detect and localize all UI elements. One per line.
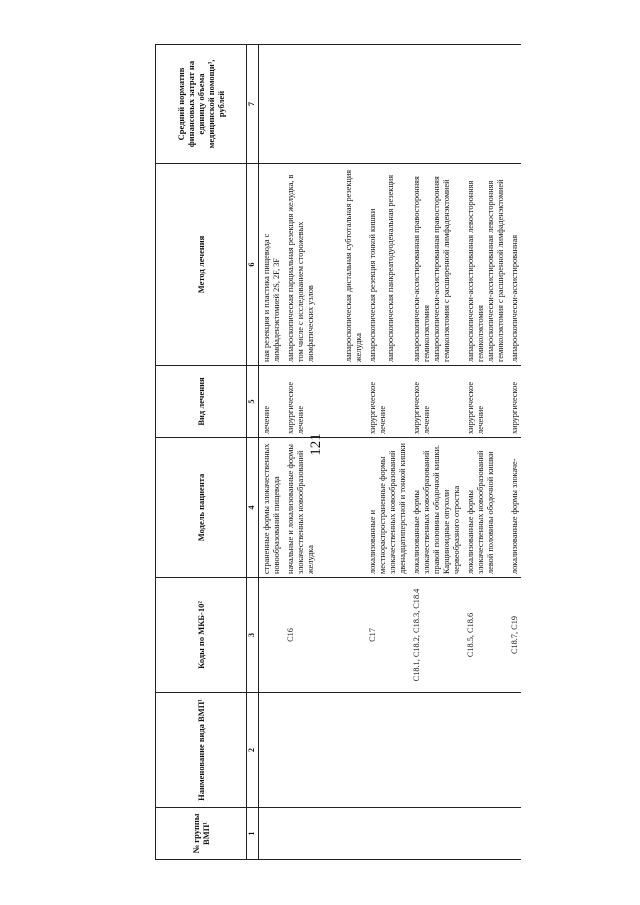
method-item: лапароскопически-ассистированная правосторонняя гемиколэктомия с расширенной лимфаденэктомией — [432, 176, 451, 362]
icd-code-cell: C18.5, C18.6 — [463, 578, 507, 693]
col-number: 7 — [247, 45, 259, 164]
header-patient-model: Модель пациента — [156, 438, 247, 578]
col-number: 2 — [247, 693, 259, 808]
patient-model-cell: локализованные и местнораспространенные формы злокачественных новообразований двенадцатиперстной и тонкой кишки — [365, 438, 409, 578]
treatment-type-cell: хирургическое — [507, 366, 521, 438]
col-number: 4 — [247, 438, 259, 578]
icd-code-cell: C17 — [365, 578, 409, 693]
header-vmp-name: Наименование вида ВМП¹ — [156, 693, 247, 808]
header-cost-norm: Средний норматив финансовых затрат на единицу объема медицинской помощи³, рублей — [156, 45, 247, 164]
table-row — [409, 45, 463, 860]
icd-code-cell — [259, 578, 284, 693]
patient-model-cell: начальные и локализованные формы злокачественных новообразований желудка — [283, 438, 365, 578]
header-treatment-type: Вид лечения — [156, 366, 247, 438]
treatment-type-cell: хирургическое лечение — [463, 366, 507, 438]
col-number: 1 — [247, 808, 259, 860]
method-item: лапароскопически-ассистированная левосторонняя гемиколэктомия с расширенной лимфаденэктомией — [486, 179, 505, 362]
method-item: лапароскопическая парциальная резекция желудка, в том числе с исследованием сторожевых лимфатических узлов — [286, 174, 315, 362]
treatment-type-cell: хирургическое лечение — [283, 366, 365, 438]
treatment-type-cell: хирургическое лечение — [365, 366, 409, 438]
header-row — [156, 45, 247, 860]
vmp-table — [155, 44, 521, 860]
treatment-type-cell: лечение — [259, 366, 284, 438]
table-row — [463, 45, 507, 860]
table-row — [365, 45, 409, 860]
treatment-type-cell: хирургическое лечение — [409, 366, 463, 438]
treatment-method-cell — [365, 164, 409, 366]
treatment-method-cell — [409, 164, 463, 366]
table-row — [259, 45, 284, 860]
method-item: лапароскопическая дистальная субтотальная резекция желудка — [344, 169, 363, 362]
col-number: 6 — [247, 164, 259, 366]
treatment-method-cell: лапароскопически-ассистированная — [507, 164, 521, 366]
header-group-number: № группы ВМП¹ — [156, 808, 247, 860]
patient-model-cell: локализованные формы злокачественных новообразований правой половины ободочной кишки. Карциноидные опухоли червеобразного отростка — [409, 438, 463, 578]
table-row — [507, 45, 521, 860]
patient-model-cell: страненные формы злокачественных новообразований пищевода — [259, 438, 284, 578]
table-row — [283, 45, 365, 860]
col-number: 5 — [247, 366, 259, 438]
treatment-method-cell — [463, 164, 507, 366]
col-number: 3 — [247, 578, 259, 693]
method-item: лапароскопически-ассистированная левосторонняя гемиколэктомия — [466, 180, 485, 362]
page-number: 121 — [307, 433, 324, 456]
patient-model-cell: локализованные формы злокачественных новообразований левой половины ободочной кишки — [463, 438, 507, 578]
rotated-table-wrapper — [155, 45, 635, 860]
icd-code-cell: C16 — [283, 578, 365, 693]
column-number-row — [247, 45, 259, 860]
treatment-method-cell — [283, 164, 365, 366]
method-item: лапароскопически-ассистированная правосторонняя гемиколэктомия — [412, 176, 431, 362]
icd-code-cell: C18.7, C19 — [507, 578, 521, 693]
header-icd-codes: Коды по МКБ-10² — [156, 578, 247, 693]
method-item: лапароскопическая панкреатодуоденальная резекция — [386, 174, 395, 362]
method-item: лапароскопическая резекция тонкой кишки — [368, 208, 377, 362]
treatment-method-cell: ная резекция и пластика пищевода с лимфаденэктомией 2S, 2F, 3F — [259, 164, 284, 366]
patient-model-cell: локализованные формы злокаче- — [507, 438, 521, 578]
header-treatment-method: Метод лечения — [156, 164, 247, 366]
icd-code-cell: C18.1, C18.2, C18.3, C18.4 — [409, 578, 463, 693]
